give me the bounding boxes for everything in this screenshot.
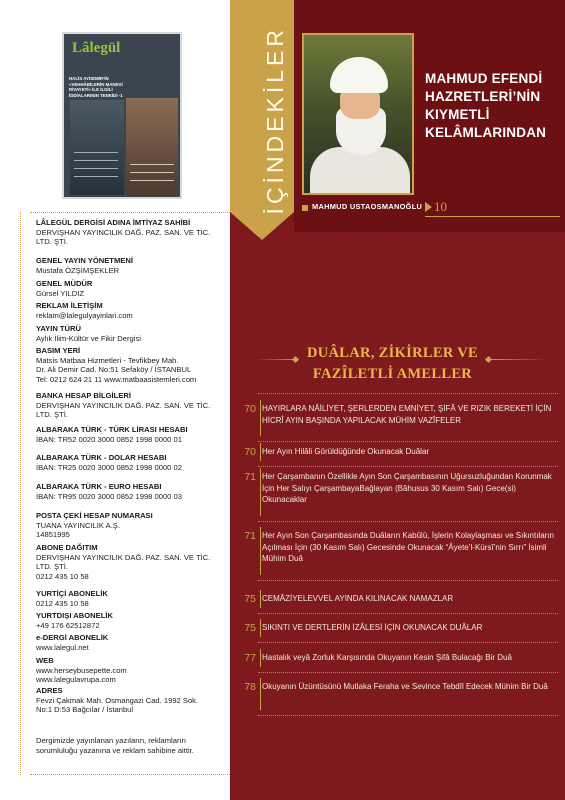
spine-arrow-tip: [230, 212, 294, 240]
colophon-value: sorumluluğu yazanına ve reklam sahibine aittir.: [36, 745, 194, 755]
magazine-cover-thumbnail: [62, 32, 182, 199]
colophon-value: No:1 D:53 Bağcılar / İstanbul: [36, 705, 134, 714]
toc-page-number: 71: [244, 471, 256, 483]
colophon-value: DERVİŞHAN YAYINCILIK DAĞ. PAZ. SAN. VE TİC. LTD. ŞTİ.: [36, 552, 211, 571]
colophon-block: [36, 346, 226, 384]
colophon-block: [36, 482, 226, 501]
toc-entry[interactable]: [234, 652, 558, 664]
cover-text-line: [130, 164, 174, 165]
toc-page-number: 71: [244, 530, 256, 542]
feature-author: MAHMUD USTAOSMANOĞLU: [312, 202, 423, 211]
colophon-value: Mustafa ÖZŞİMŞEKLER: [36, 265, 120, 275]
colophon-heading: ALBARAKA TÜRK - EURO HESABI: [36, 482, 162, 491]
colophon-block: [36, 633, 226, 652]
toc-separator: [258, 441, 558, 442]
left-column: [0, 0, 230, 800]
colophon-block: [36, 256, 226, 275]
colophon-value[interactable]: www.lalegul.net: [36, 642, 89, 652]
colophon-block: [36, 218, 226, 247]
colophon-value: İBAN: TR52 0020 3000 0852 1998 0000 01: [36, 434, 182, 444]
toc-entry-title: HAYIRLARA NÂİLİYET, ŞERLERDEN EMNİYET, ŞİFÂ VE RIZIK BEREKETİ İÇİN HİCRÎ AYIN BAŞINDA YAPILACAK MÜHİM VAZÎFELER: [262, 404, 552, 425]
colophon-block: [36, 425, 226, 444]
colophon-heading: ALBARAKA TÜRK - TÜRK LİRASI HESABI: [36, 425, 188, 434]
colophon-block: [36, 279, 226, 298]
page-title: İÇİNDEKİLER: [262, 26, 288, 215]
page-arrow-icon: [425, 202, 432, 212]
toc-divider-line: [260, 619, 261, 637]
colophon-value[interactable]: reklam@lalegulyayinlari.com: [36, 310, 133, 320]
cover-text-line: [74, 176, 118, 177]
colophon-block: [36, 736, 226, 755]
toc-entry[interactable]: [234, 622, 558, 634]
colophon-value[interactable]: www.lalegulavrupa.com: [36, 675, 116, 684]
ornament-line-right: [488, 359, 548, 360]
toc-separator: [258, 672, 558, 673]
toc-entry-title: CEMÂZİYELEVVEL AYINDA KILINACAK NAMAZLAR: [262, 594, 454, 603]
colophon-block: [36, 686, 226, 715]
toc-page-number: 78: [244, 681, 256, 693]
toc-entry[interactable]: [234, 593, 558, 605]
toc-entry[interactable]: [234, 530, 558, 572]
toc-entry[interactable]: [234, 446, 558, 458]
colophon-value: DERVİŞHAN YAYINCILIK DAĞ. PAZ. SAN. VE TİC. LTD. ŞTİ.: [36, 227, 211, 246]
colophon-block: [36, 589, 226, 608]
colophon-value: Tel: 0212 624 21 11 www.matbaasistemleri.com: [36, 374, 197, 384]
colophon-value: +49 176 62512872: [36, 620, 100, 630]
toc-entry[interactable]: [234, 681, 558, 707]
colophon-value: TUANA YAYINCILIK A.Ş.: [36, 520, 120, 530]
colophon-heading: WEB: [36, 656, 54, 665]
cover-text-line: [74, 152, 118, 153]
colophon-heading: ALBARAKA TÜRK - DOLAR HESABI: [36, 453, 167, 462]
colophon-heading: ADRES: [36, 686, 63, 695]
toc-divider-line: [260, 468, 261, 516]
toc-entry[interactable]: [234, 403, 558, 433]
colophon-value: Matsis Matbaa Hizmetleri - Tevfikbey Mah.: [36, 355, 179, 365]
colophon-heading: BANKA HESAP BİLGİLERİ: [36, 391, 131, 400]
colophon-heading: GENEL YAYIN YÖNETMENİ: [36, 256, 133, 265]
toc-divider-line: [260, 527, 261, 575]
toc-separator: [258, 466, 558, 467]
section-heading: DUÂLAR, ZİKİRLER VE FAZÎLETLİ AMELLER: [306, 345, 478, 382]
toc-entry-title: SIKINTI VE DERTLERİN İZÂLESİ İÇİN OKUNACAK DUÂLAR: [262, 623, 483, 632]
feature-page-number[interactable]: 10: [434, 199, 447, 214]
colophon-heading: YURTDIŞI ABONELİK: [36, 611, 113, 620]
toc-page-number: 75: [244, 622, 256, 634]
colophon-heading: REKLAM İLETİŞİM: [36, 301, 103, 310]
colophon-heading: BASIM YERİ: [36, 346, 81, 355]
colophon-block: [36, 391, 226, 420]
toc-separator: [258, 613, 558, 614]
toc-page-number: 70: [244, 446, 256, 458]
toc-entry-title: Her Çarşambanın Özellikle Ayın Son Çarşambasının Uğursuzluğundan Korunmak İçin Her Salıyı ÇarşambayaBağlayan (Bâhusus 30 Kasım Salı) Gece(si) Okunacaklar: [262, 472, 552, 504]
colophon-value: Aylık İlim-Kültür ve Fikir Dergisi: [36, 333, 141, 343]
feature-portrait: [302, 33, 414, 195]
colophon-value: DERVİŞHAN YAYINCILIK DAĞ. PAZ. SAN. VE TİC. LTD. ŞTİ.: [36, 400, 211, 419]
toc-entry-title: Her Ayın Hilâli Görüldüğünde Okunacak Duâlar: [262, 447, 430, 456]
colophon-heading: LÂLEGÜL DERGİSİ ADINA İMTİYAZ SAHİBİ: [36, 218, 191, 227]
colophon-heading: GENEL MÜDÜR: [36, 279, 93, 288]
cover-image-right: [126, 98, 178, 196]
toc-separator: [258, 715, 558, 716]
colophon: [30, 212, 230, 775]
cover-text-line: [130, 172, 174, 173]
toc-entry-title: Okuyanın Üzüntüsünü Mutlaka Feraha ve Sevince Tebdîl Edecek Mühim Bir Duâ: [262, 682, 548, 691]
toc-divider-line: [260, 649, 261, 667]
toc-separator: [258, 580, 558, 581]
toc-page-number: 77: [244, 652, 256, 664]
colophon-value: Gürsel YILDIZ: [36, 288, 84, 298]
toc-page-number: 75: [244, 593, 256, 605]
colophon-heading: ABONE DAĞITIM: [36, 543, 98, 552]
colophon-value: Dergimizde yayınlanan yazıların, reklamların: [36, 736, 186, 745]
toc-divider-line: [260, 590, 261, 608]
colophon-heading: e-DERGİ ABONELİK: [36, 633, 109, 642]
cover-image-left: [70, 100, 124, 195]
colophon-value: İBAN: TR25 0020 3000 0852 1998 0000 02: [36, 462, 182, 472]
colophon-heading: POSTA ÇEKİ HESAP NUMARASI: [36, 511, 153, 520]
colophon-value: 0212 435 10 58: [36, 598, 89, 608]
toc-separator: [258, 521, 558, 522]
colophon-block: [36, 453, 226, 472]
colophon-block: [36, 611, 226, 630]
toc-page-number: 70: [244, 403, 256, 415]
colophon-value: 14851995: [36, 530, 70, 539]
colophon-heading: YAYIN TÜRÜ: [36, 324, 82, 333]
colophon-value[interactable]: www.herseybusepette.com: [36, 665, 127, 675]
colophon-value: İBAN: TR95 0020 3000 0852 1998 0000 03: [36, 491, 182, 501]
toc-divider-line: [260, 443, 261, 461]
colophon-block: [36, 543, 226, 581]
toc-separator: [258, 642, 558, 643]
cover-headline: HALİS AYDEMİR’İN «VEHHÂBİLERİN MANEVİ RİVAYETİ» İLE İLGİLİ İDDİALARININ TENKİDİ -1: [69, 76, 123, 98]
toc-divider-line: [260, 678, 261, 710]
cover-text-line: [74, 160, 118, 161]
portrait-face: [340, 89, 380, 119]
toc-entry-title: Hastalık veyâ Zorluk Karşısında Okuyanın Kesin Şifâ Bulacağı Bir Duâ: [262, 653, 512, 662]
author-bullet-icon: [302, 205, 308, 211]
feature-title[interactable]: MAHMUD EFENDİ HAZRETLERİ’NİN KIYMETLİ KELÂMLARINDAN: [425, 71, 547, 140]
cover-text-line: [130, 180, 174, 181]
colophon-block: [36, 301, 226, 320]
cover-text-line: [74, 168, 118, 169]
colophon-value: 0212 435 10 58: [36, 571, 89, 581]
colophon-block: [36, 511, 226, 540]
colophon-value: Fevzi Çakmak Mah. Osmangazi Cad. 1992 Sok.: [36, 695, 199, 705]
toc-entry[interactable]: [234, 471, 558, 513]
colophon-heading: YURTİÇİ ABONELİK: [36, 589, 108, 598]
toc-separator: [258, 393, 558, 394]
colophon-block: [36, 656, 226, 685]
colophon-value: Dr. Ali Demir Cad. No:51 Sefaköy / İSTANBUL: [36, 365, 192, 374]
colophon-block: [36, 324, 226, 343]
dotted-divider: [20, 212, 21, 775]
toc-divider-line: [260, 400, 261, 436]
toc-entry-title: Her Ayın Son Çarşambasında Duâların Kabûlü, İşlerin Kolaylaşması ve Sıkıntıların Açılması İçin (30 Kasım Salı) Gecesinde Okunacak “Âyete’l-Kürsî’nin Sırrı” İsimli Mühim Duâ: [262, 531, 554, 563]
cover-logo: Lâlegül: [72, 40, 121, 56]
